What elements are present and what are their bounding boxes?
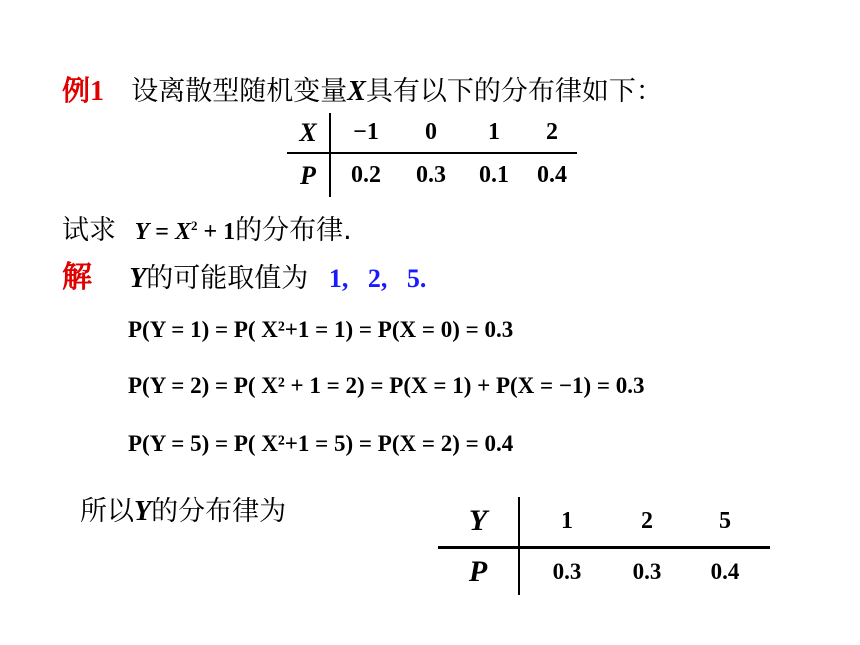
formula-x: X	[174, 219, 191, 245]
task-formula	[135, 219, 236, 245]
x-distribution-table	[287, 113, 577, 197]
equation-1	[128, 310, 513, 350]
y-table-value: 1	[561, 507, 573, 534]
y-table-value: 5	[719, 507, 731, 534]
solution-text: 的可能取值为	[146, 263, 309, 294]
y-table-header-p: P	[438, 547, 519, 595]
example-text-1: 设离散型随机变量	[131, 76, 348, 107]
y-table-header-y: Y	[438, 497, 519, 547]
example-var: X	[347, 76, 366, 107]
y-table-value: 2	[641, 507, 653, 534]
task-line	[62, 206, 352, 252]
formula-exp: 2	[190, 218, 198, 233]
formula-eq: =	[155, 219, 169, 245]
example-text-2: 具有以下的分布律如下：	[365, 76, 663, 107]
solution-line	[62, 258, 426, 299]
solution-label: 解	[62, 260, 92, 295]
y-distribution-table	[438, 497, 770, 595]
x-table-header-x: X	[287, 113, 330, 153]
conclusion-prefix: 所以	[80, 496, 134, 527]
x-table-value: 2	[546, 119, 558, 145]
equation-1-text: P(Y = 1) = P( X²+1 = 1) = P(X = 0) = 0.3	[128, 317, 514, 342]
x-table-header-p: P	[287, 153, 330, 197]
x-table-prob: 0.4	[537, 162, 567, 188]
y-table-prob: 0.3	[552, 558, 582, 584]
task-prefix: 试求	[62, 215, 116, 246]
equation-3	[128, 424, 513, 464]
solution-var: Y	[129, 263, 147, 294]
task-suffix: 的分布律.	[235, 215, 352, 246]
x-table-value: −1	[353, 119, 379, 145]
conclusion-line	[80, 492, 286, 532]
conclusion-var: Y	[134, 496, 152, 527]
y-table-prob: 0.4	[710, 558, 740, 584]
x-table-value: 0	[425, 119, 437, 145]
equation-2	[128, 366, 645, 406]
y-table-prob: 0.3	[632, 558, 662, 584]
equation-3-text: P(Y = 5) = P( X²+1 = 5) = P(X = 2) = 0.4	[128, 431, 514, 456]
x-table-prob: 0.3	[416, 162, 446, 188]
x-table-value: 1	[488, 119, 500, 145]
x-table-prob: 0.1	[479, 162, 509, 188]
solution-values: 1, 2, 5.	[328, 264, 427, 293]
example-heading	[62, 72, 663, 112]
x-table-prob: 0.2	[351, 162, 381, 188]
formula-y: Y	[134, 219, 150, 245]
conclusion-suffix: 的分布律为	[151, 496, 287, 527]
formula-plus: + 1	[203, 219, 236, 245]
example-label: 例1	[62, 76, 105, 107]
equation-2-text: P(Y = 2) = P( X² + 1 = 2) = P(X = 1) + P(X = −1) = 0.3	[128, 373, 645, 398]
